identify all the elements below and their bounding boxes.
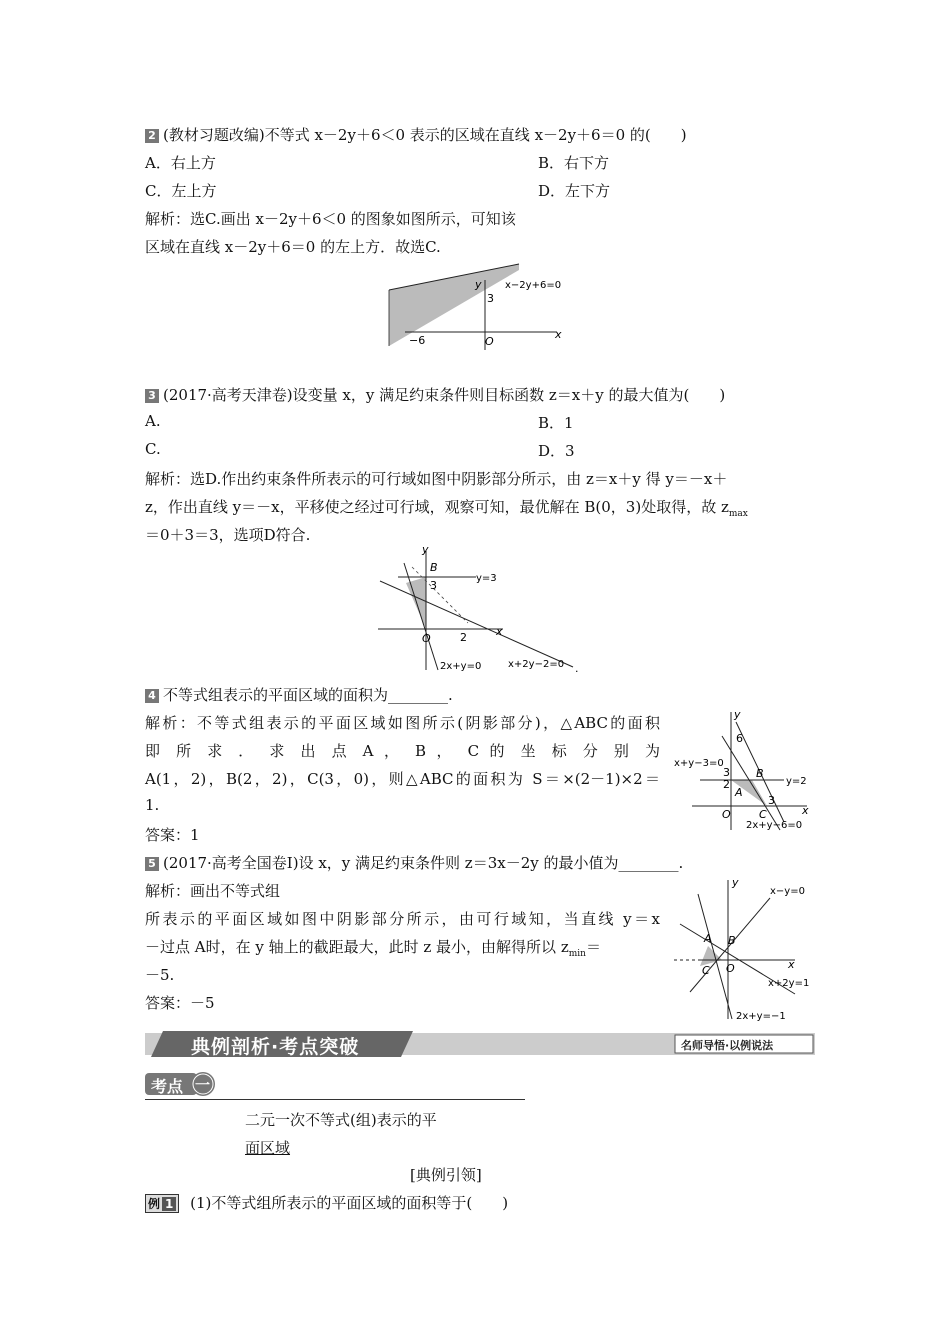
tick-label: 2 <box>460 631 467 644</box>
option-d: D．3 <box>538 442 575 460</box>
question-2-stem: 2 (教材习题改编)不等式 x－2y＋6＜0 表示的区域在直线 x－2y＋6＝0 的( ) <box>145 124 687 145</box>
analysis-line: 1. <box>145 796 160 814</box>
line-label: x−y=0 <box>770 886 805 897</box>
x-label: x <box>788 958 795 971</box>
q5-figure <box>670 874 815 1022</box>
origin-label: O <box>422 632 431 645</box>
option-a: A. <box>145 412 161 430</box>
question-3-stem: 3 (2017·高考天津卷)设变量 x，y 满足约束条件则目标函数 z＝x＋y 的最大值为( ) <box>145 384 725 405</box>
option-b: B．右下方 <box>538 154 610 172</box>
x-label: x <box>555 328 562 341</box>
question-number: 2 <box>145 129 159 143</box>
y-label: y <box>732 876 739 889</box>
tick-label: 3 <box>430 579 437 592</box>
section-subtitle: [典例引领] <box>410 1166 482 1184</box>
point-a: A <box>704 932 712 945</box>
analysis-line: 解析：选D.作出约束条件所表示的可行域如图中阴影部分所示，由 z＝x＋y 得 y＝－x＋ <box>145 470 728 488</box>
point-a: A <box>735 786 743 799</box>
tick-label: 2 <box>723 778 730 791</box>
line-label: x+y−3=0 <box>674 758 724 769</box>
option-c: C. <box>145 440 161 458</box>
kaodian-title: 面区域 <box>245 1139 291 1157</box>
point-b: B <box>728 934 736 947</box>
question-4-stem: 4 不等式组表示的平面区域的面积为________. <box>145 684 453 705</box>
tick-label: −6 <box>409 334 426 347</box>
q2-figure <box>385 262 575 352</box>
analysis-line: ＝0＋3＝3，选项D符合. <box>145 526 311 544</box>
kaodian-title: 二元一次不等式(组)表示的平 <box>245 1111 437 1129</box>
example-text: (1)不等式组所表示的平面区域的面积等于( ) <box>190 1194 509 1212</box>
kaodian-label: 考点 <box>151 1077 184 1096</box>
question-number: 5 <box>145 857 159 871</box>
line-label: 2x+y=0 <box>440 661 482 672</box>
point-b: B <box>756 767 764 780</box>
line-label: x+2y=1 <box>768 978 810 989</box>
option-c: C．左上方 <box>145 182 217 200</box>
analysis-line: 解析：画出不等式组 <box>145 882 281 900</box>
example-1 <box>145 1192 508 1213</box>
answer: 答案：－5 <box>145 994 215 1012</box>
origin-label: O <box>726 962 735 975</box>
period: . <box>575 662 579 675</box>
x-label: x <box>496 625 503 638</box>
line-label: x+2y−2=0 <box>508 659 565 670</box>
divider <box>145 1099 525 1100</box>
analysis-line: －5. <box>145 966 175 984</box>
shaded-region <box>700 946 722 966</box>
kaodian-badge <box>145 1071 217 1097</box>
point-c: C <box>702 964 710 977</box>
option-b: B．1 <box>538 414 574 432</box>
question-5-stem: 5 (2017·高考全国卷Ⅰ)设 x，y 满足约束条件则 z＝3x－2y 的最小值为________. <box>145 852 683 873</box>
line-label: y=2 <box>786 776 807 787</box>
tick-label: 3 <box>487 292 494 305</box>
y-label: y <box>734 708 741 721</box>
option-d: D．左下方 <box>538 182 611 200</box>
option-a: A．右上方 <box>145 154 216 172</box>
analysis-line: 所表示的平面区域如图中阴影部分所示，由可行域知，当直线 y＝x <box>145 910 660 928</box>
answer: 答案：1 <box>145 826 200 844</box>
analysis-line: －过点 A时，在 y 轴上的截距最大，此时 z 最小，由解得所以 $z_{min}=$ <box>145 938 601 959</box>
section-banner <box>145 1031 815 1057</box>
banner-title: 典例剖析·考点突破 <box>191 1036 360 1058</box>
analysis-line: 区域在直线 x－2y＋6＝0 的左上方．故选C. <box>145 238 441 256</box>
line-label: 2x+y−6=0 <box>746 820 803 831</box>
tick-label: 3 <box>768 794 775 807</box>
origin-label: O <box>485 335 494 348</box>
origin-label: O <box>722 808 731 821</box>
y-label: y <box>475 278 482 291</box>
kaodian-number: 一 <box>195 1076 211 1094</box>
point-c: C <box>759 808 767 821</box>
point-b: B <box>430 561 438 574</box>
analysis-line: 解析：选C.画出 x－2y＋6＜0 的图象如图所示，可知该 <box>145 210 516 228</box>
q4-figure <box>672 706 812 832</box>
analysis-line: A(1，2)，B(2，2)，C(3，0)，则△ABC的面积为 S＝×(2－1)×2＝ <box>145 770 660 788</box>
analysis-line: 即 所 求 ． 求 出 点 A ， B ， C 的 坐 标 分 别 为 <box>145 742 660 760</box>
x-label: x <box>802 804 809 817</box>
analysis-line: z，作出直线 y＝－x，平移使之经过可行域，观察可知，最优解在 B(0，3)处取得，故 $z_{max}$ <box>145 498 748 519</box>
line-label: x−2y+6=0 <box>505 280 562 291</box>
question-number: 3 <box>145 389 159 403</box>
y-label: y <box>422 545 429 556</box>
analysis-line: 解析：不等式组表示的平面区域如图所示(阴影部分)，△ABC的面积 <box>145 714 660 732</box>
line-label: 2x+y=−1 <box>736 1011 786 1022</box>
example-badge: 例 1 <box>145 1194 179 1213</box>
tick-label: 3 <box>723 766 730 779</box>
banner-tag: 名师导悟·以例说法 <box>681 1039 774 1052</box>
line-label: y=3 <box>476 573 497 584</box>
question-number: 4 <box>145 689 159 703</box>
q3-figure <box>378 545 588 675</box>
tick-label: 6 <box>736 732 743 745</box>
